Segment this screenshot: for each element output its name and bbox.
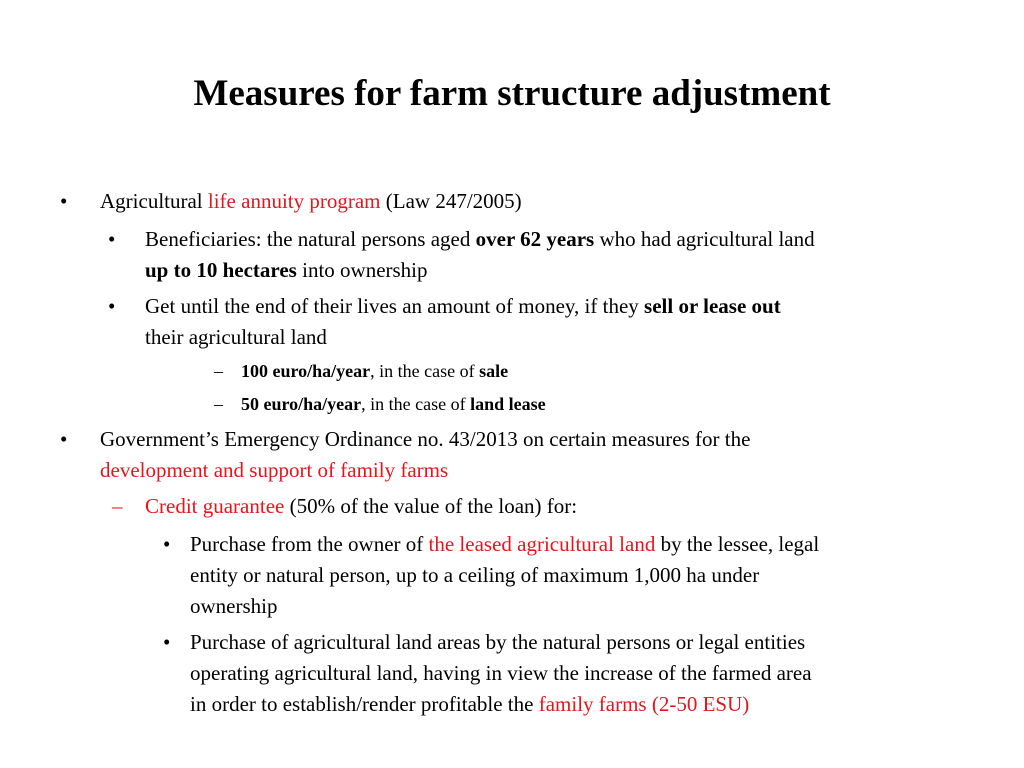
dash-marker: –: [214, 361, 223, 381]
bullet-text: Purchase from the owner of the leased agricultural land by the lessee, legal entity or natural person, up to a ceiling of maximum 1,000 ha under ownership: [190, 532, 820, 618]
bullet-purchase-land-areas: [163, 627, 983, 720]
dash-marker: –: [112, 494, 123, 518]
bullet-text: Credit guarantee (50% of the value of the loan) for:: [145, 494, 578, 518]
highlight-red: life annuity program: [207, 189, 381, 213]
bullet-marker: •: [108, 227, 116, 251]
bullet-text: Government’s Emergency Ordinance no. 43/2013 on certain measures for the development and support of family farms: [100, 424, 960, 486]
bullet-text: 100 euro/ha/year, in the case of sale: [241, 361, 509, 381]
bullet-emergency-ordinance: [60, 424, 960, 486]
bullet-marker: •: [163, 630, 171, 654]
bullet-beneficiaries: [108, 224, 988, 286]
bullet-text: Agricultural life annuity program (Law 247/2005): [100, 189, 522, 213]
bullet-marker: •: [60, 427, 68, 451]
highlight-red: development and support of family farms: [100, 458, 449, 482]
bullet-marker: •: [163, 532, 171, 556]
slide-title: Measures for farm structure adjustment: [193, 73, 831, 114]
bullet-marker: •: [60, 189, 68, 213]
bullet-money: [108, 291, 988, 353]
highlight-red: the leased agricultural land: [428, 532, 656, 556]
highlight-red: family farms (2-50 ESU): [538, 692, 750, 716]
bullet-text: Get until the end of their lives an amount of money, if they sell or lease out their agricultural land: [145, 294, 781, 349]
highlight-red: Credit guarantee: [145, 494, 285, 518]
bullet-text: 50 euro/ha/year, in the case of land lease: [241, 394, 546, 414]
bullet-text: Purchase of agricultural land areas by the natural persons or legal entities operating agricultural land, having in view the increase of the farmed area in order to establish/render profitable the family farms (2-50 ESU): [190, 630, 812, 716]
dash-marker: –: [214, 394, 223, 414]
bullet-marker: •: [108, 294, 116, 318]
bullet-text: Beneficiaries: the natural persons aged over 62 years who had agricultural land up to 10 hectares into ownership: [145, 227, 815, 282]
bullet-purchase-leased-land: [163, 529, 983, 622]
